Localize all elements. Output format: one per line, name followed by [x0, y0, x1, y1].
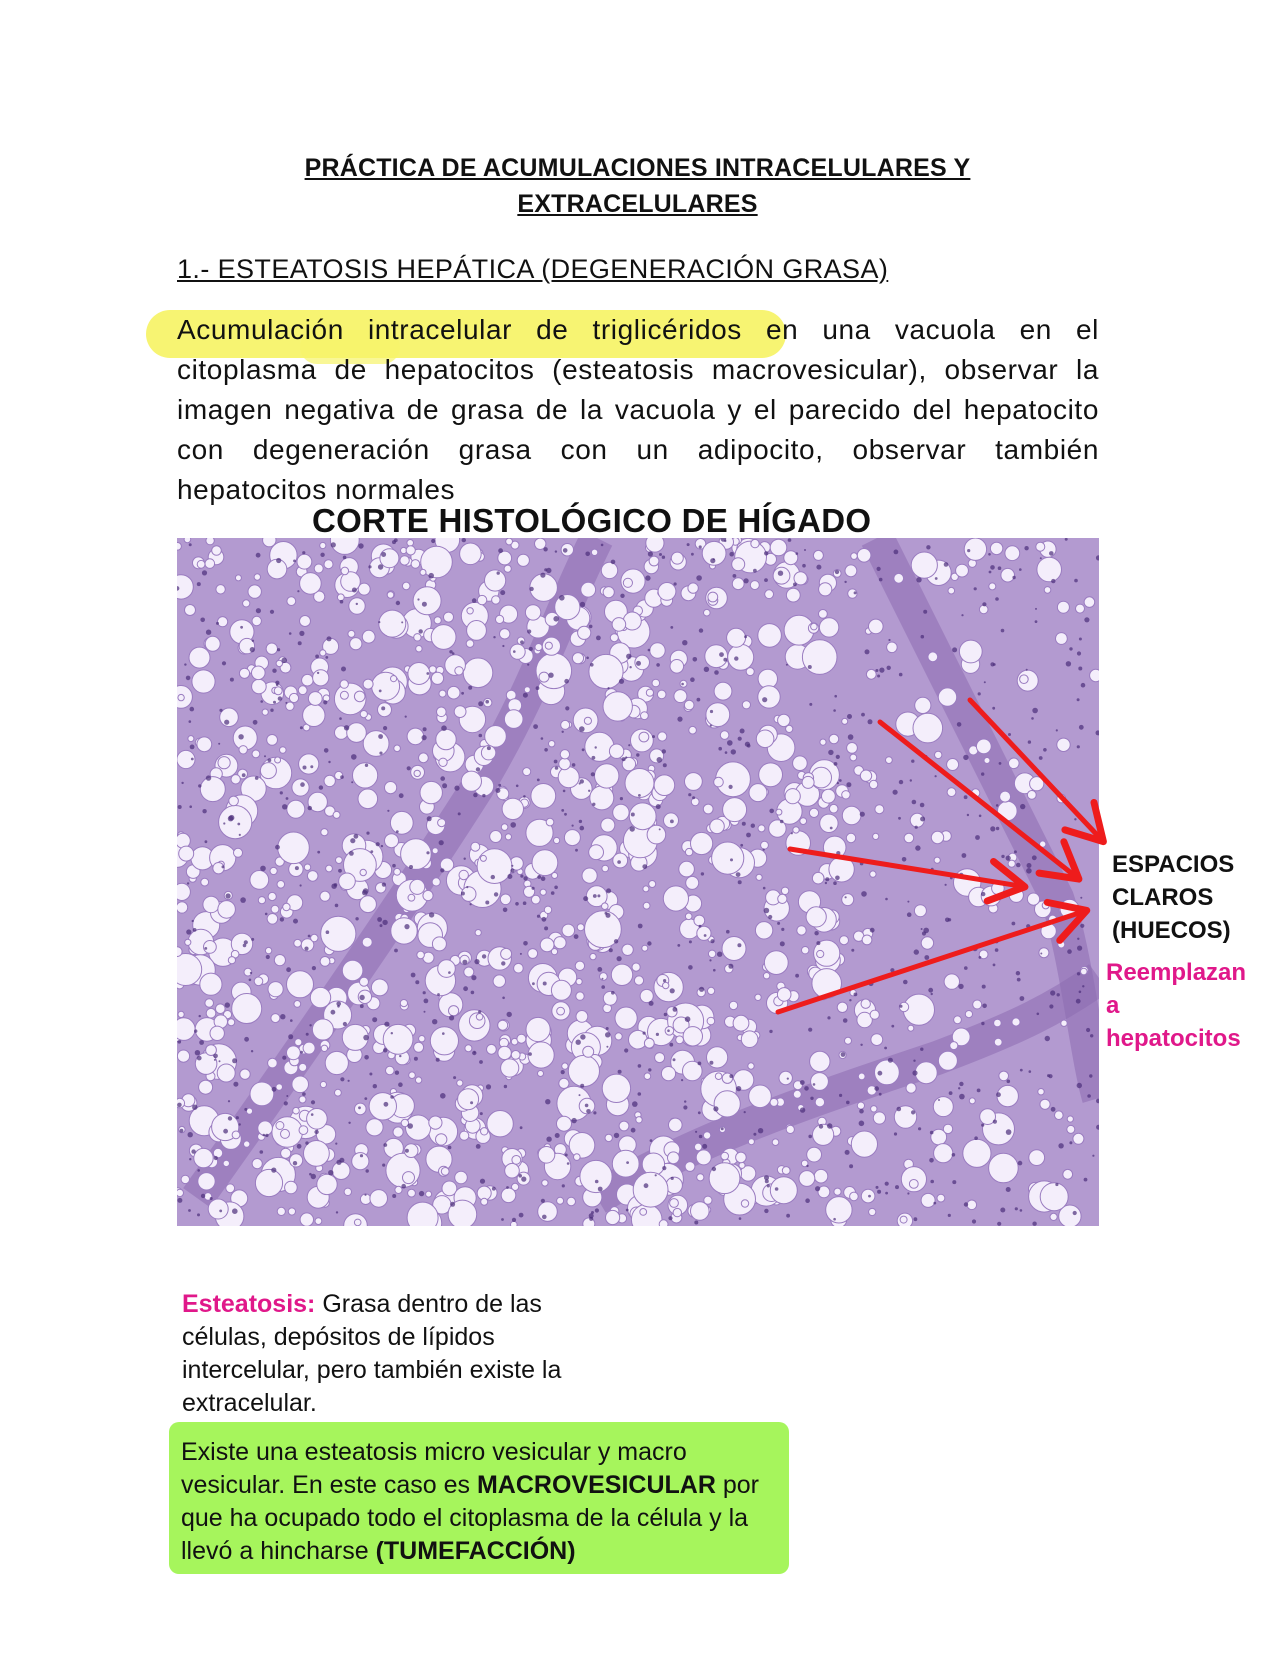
label-claros-line-1: ESPACIOS — [1112, 851, 1235, 878]
callout-bold-2: (TUMEFACCIÓN) — [375, 1537, 576, 1565]
micrograph-image — [177, 538, 1099, 1226]
esteatosis-definition: Grasa dentro de las células, depósitos de lípidos intercelular, pero también existe la extracelular. — [182, 1290, 562, 1417]
callout-bold-1: MACROVESICULAR — [476, 1471, 716, 1499]
esteatosis-note — [182, 1288, 602, 1420]
intro-paragraph: Acumulación intracelular de triglicéridos en una vacuola en el citoplasma de hepatocitos (esteatosis macrovesicular), observar la imagen negativa de grasa de la vacuola y el parecido del hepatocito con degeneración grasa con un adipocito, observar también hepatocitos normales — [177, 314, 1099, 505]
document-title — [170, 150, 1105, 222]
esteatosis-term: Esteatosis: — [182, 1290, 316, 1318]
label-claros-line-3: (HUECOS) — [1112, 917, 1231, 944]
callout-text-2: por que ha ocupado todo el citoplasma de la célula y la llevó a hincharse — [181, 1471, 759, 1565]
label-reemplazan-hepatocitos — [1106, 956, 1276, 1055]
section-heading: 1.- ESTEATOSIS HEPÁTICA (DEGENERACIÓN GRASA) — [177, 254, 889, 284]
title-line-1: PRÁCTICA DE ACUMULACIONES INTRACELULARES Y — [304, 154, 971, 182]
label-reemplazan-line-2: a — [1106, 992, 1120, 1019]
label-espacios-claros — [1112, 848, 1272, 947]
label-reemplazan-line-3: hepatocitos — [1106, 1025, 1241, 1052]
label-reemplazan-line-1: Reemplazan — [1106, 959, 1247, 986]
label-claros-line-2: CLAROS — [1112, 884, 1214, 911]
title-line-2: EXTRACELULARES — [517, 190, 758, 218]
macrovesicular-callout — [169, 1422, 789, 1574]
figure-title: CORTE HISTOLÓGICO DE HÍGADO — [312, 502, 872, 539]
callout-text-1: Existe una esteatosis micro vesicular y macro vesicular. En este caso es — [181, 1438, 687, 1499]
liver-micrograph — [177, 538, 1099, 1226]
